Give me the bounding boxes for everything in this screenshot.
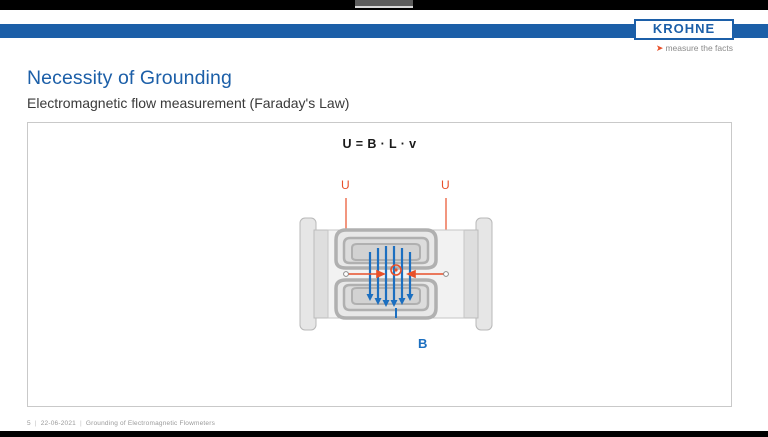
- logo-text: KROHNE: [634, 19, 734, 40]
- window-bottom-strip: [0, 431, 768, 437]
- electrode-left: [344, 272, 349, 277]
- voltage-label-left: U: [341, 178, 350, 192]
- tagline-text: measure the facts: [665, 43, 733, 54]
- flowmeter-diagram: [208, 168, 568, 393]
- window-top-strip: [0, 0, 768, 10]
- content-frame: [27, 122, 732, 407]
- arrow-icon: ➤: [655, 43, 664, 54]
- flowmeter-svg: [208, 168, 568, 393]
- footer-separator-2: |: [79, 420, 82, 427]
- brand-logo: [634, 19, 734, 54]
- flange-left: [300, 218, 332, 330]
- flange-right: [460, 218, 492, 330]
- footer-document-title: Grounding of Electromagnetic Flowmeters: [85, 420, 216, 427]
- footer-separator-1: |: [34, 420, 37, 427]
- window-chrome-sliver: [355, 0, 413, 8]
- voltage-label-right: U: [441, 178, 450, 192]
- logo-tagline: [634, 43, 734, 54]
- faraday-formula: U = B · L · v: [342, 137, 417, 151]
- presentation-slide: [0, 10, 768, 437]
- page-title: Necessity of Grounding: [27, 67, 232, 89]
- footer-page-number: 5: [27, 420, 31, 427]
- slide-footer: [27, 420, 219, 427]
- magnetic-field-label: B: [418, 336, 428, 351]
- footer-date: 22-06-2021: [40, 420, 76, 427]
- center-dot: [394, 268, 397, 271]
- page-subtitle: Electromagnetic flow measurement (Faraday's Law): [27, 95, 350, 111]
- electrode-right: [444, 272, 449, 277]
